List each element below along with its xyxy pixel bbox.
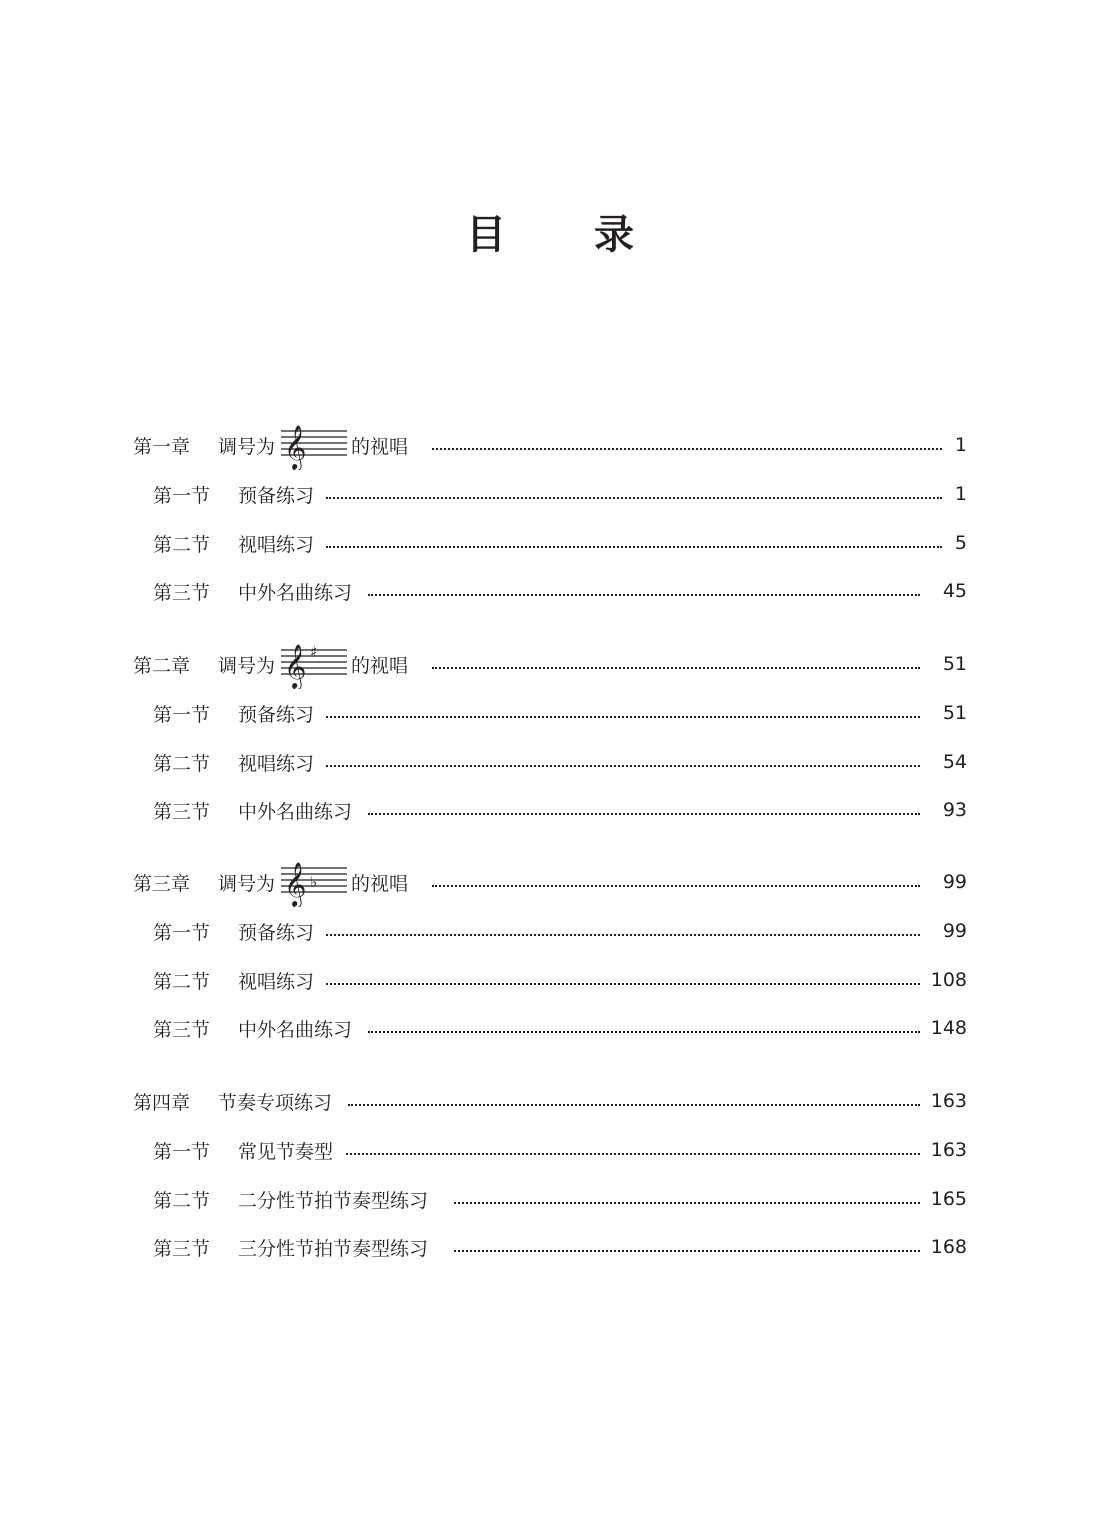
chapter-title (218, 639, 408, 689)
section-number: 第三节 (153, 581, 211, 604)
toc-section-4-2[interactable] (0, 1179, 1100, 1219)
chapter-number: 第三章 (133, 872, 191, 895)
section-title: 常见节奏型 (238, 1140, 334, 1163)
dot-leader (326, 765, 920, 767)
page-number: 5 (954, 532, 967, 554)
dot-leader (346, 1153, 920, 1155)
dot-leader (326, 497, 942, 499)
dot-leader (368, 813, 920, 815)
dot-leader (326, 546, 942, 548)
section-number: 第一节 (153, 484, 211, 507)
section-number: 第二节 (153, 1189, 211, 1212)
page-number: 108 (930, 969, 967, 991)
section-title: 三分性节拍节奏型练习 (238, 1237, 429, 1260)
toc-chapter-3[interactable] (0, 862, 1100, 906)
page-title (0, 203, 1100, 260)
toc-section-2-2[interactable] (0, 742, 1100, 782)
page-number: 51 (942, 653, 967, 675)
chapter-number: 第一章 (133, 435, 191, 458)
toc-section-3-3[interactable] (0, 1008, 1100, 1048)
page-number: 93 (942, 799, 967, 821)
dot-leader (326, 716, 920, 718)
page-number: 148 (930, 1017, 967, 1039)
toc-section-1-2[interactable] (0, 523, 1100, 563)
toc-section-1-3[interactable] (0, 571, 1100, 611)
toc-section-3-1[interactable] (0, 911, 1100, 951)
svg-text:♭: ♭ (310, 873, 318, 891)
section-number: 第二节 (153, 752, 211, 775)
svg-text:𝄞: 𝄞 (284, 644, 307, 688)
section-title: 预备练习 (238, 484, 315, 507)
chapter-title-prefix: 调号为 (218, 435, 276, 458)
treble-clef-sharp-staff-icon (281, 639, 347, 689)
page-number: 163 (930, 1139, 967, 1161)
chapter-title-suffix: 的视唱 (351, 654, 409, 677)
dot-leader (368, 1031, 920, 1033)
section-number: 第三节 (153, 800, 211, 823)
chapter-title-suffix: 的视唱 (351, 872, 409, 895)
section-number: 第一节 (153, 921, 211, 944)
section-number: 第三节 (153, 1237, 211, 1260)
dot-leader (432, 885, 920, 887)
dot-leader (326, 934, 920, 936)
dot-leader (368, 594, 920, 596)
chapter-title: 节奏专项练习 (218, 1091, 333, 1114)
chapter-title-suffix: 的视唱 (351, 435, 409, 458)
page-number: 163 (930, 1090, 967, 1112)
section-number: 第一节 (153, 703, 211, 726)
section-title: 视唱练习 (238, 970, 315, 993)
section-title: 视唱练习 (238, 752, 315, 775)
section-title: 视唱练习 (238, 533, 315, 556)
dot-leader (348, 1104, 920, 1106)
treble-clef-staff-icon (281, 420, 347, 470)
dot-leader (432, 448, 942, 450)
page-number: 99 (942, 920, 967, 942)
section-number: 第三节 (153, 1018, 211, 1041)
toc-section-4-1[interactable] (0, 1130, 1100, 1170)
section-title: 预备练习 (238, 703, 315, 726)
dot-leader (454, 1202, 920, 1204)
section-title: 中外名曲练习 (238, 1018, 353, 1041)
dot-leader (326, 983, 920, 985)
section-title: 二分性节拍节奏型练习 (238, 1189, 429, 1212)
page-number: 1 (954, 434, 967, 456)
page-title-char-2: 录 (594, 212, 634, 258)
section-number: 第二节 (153, 970, 211, 993)
treble-clef-flat-staff-icon (281, 857, 347, 907)
page-number: 54 (942, 751, 967, 773)
dot-leader (454, 1250, 920, 1252)
svg-text:𝄞: 𝄞 (284, 862, 307, 906)
page-number: 45 (942, 580, 967, 602)
toc-section-2-3[interactable] (0, 790, 1100, 830)
section-title: 预备练习 (238, 921, 315, 944)
toc-chapter-1[interactable] (0, 425, 1100, 469)
page-number: 168 (930, 1236, 967, 1258)
toc-section-3-2[interactable] (0, 960, 1100, 1000)
section-title: 中外名曲练习 (238, 800, 353, 823)
toc-section-4-3[interactable] (0, 1227, 1100, 1267)
toc-section-1-1[interactable] (0, 474, 1100, 514)
toc-section-2-1[interactable] (0, 693, 1100, 733)
svg-text:𝄞: 𝄞 (284, 425, 307, 469)
section-title: 中外名曲练习 (238, 581, 353, 604)
chapter-title (218, 857, 408, 907)
toc-chapter-2[interactable] (0, 643, 1100, 688)
page-number: 165 (930, 1188, 967, 1210)
chapter-title (218, 420, 408, 470)
chapter-number: 第二章 (133, 654, 191, 677)
toc-chapter-4[interactable] (0, 1081, 1100, 1121)
section-number: 第一节 (153, 1140, 211, 1163)
chapter-title-prefix: 调号为 (218, 872, 276, 895)
svg-text:♯: ♯ (310, 643, 318, 661)
section-number: 第二节 (153, 533, 211, 556)
chapter-title-prefix: 调号为 (218, 654, 276, 677)
page-number: 1 (954, 483, 967, 505)
page-title-char-1: 目 (466, 212, 506, 258)
page-number: 99 (942, 871, 967, 893)
chapter-number: 第四章 (133, 1091, 191, 1114)
page-number: 51 (942, 702, 967, 724)
dot-leader (432, 667, 920, 669)
